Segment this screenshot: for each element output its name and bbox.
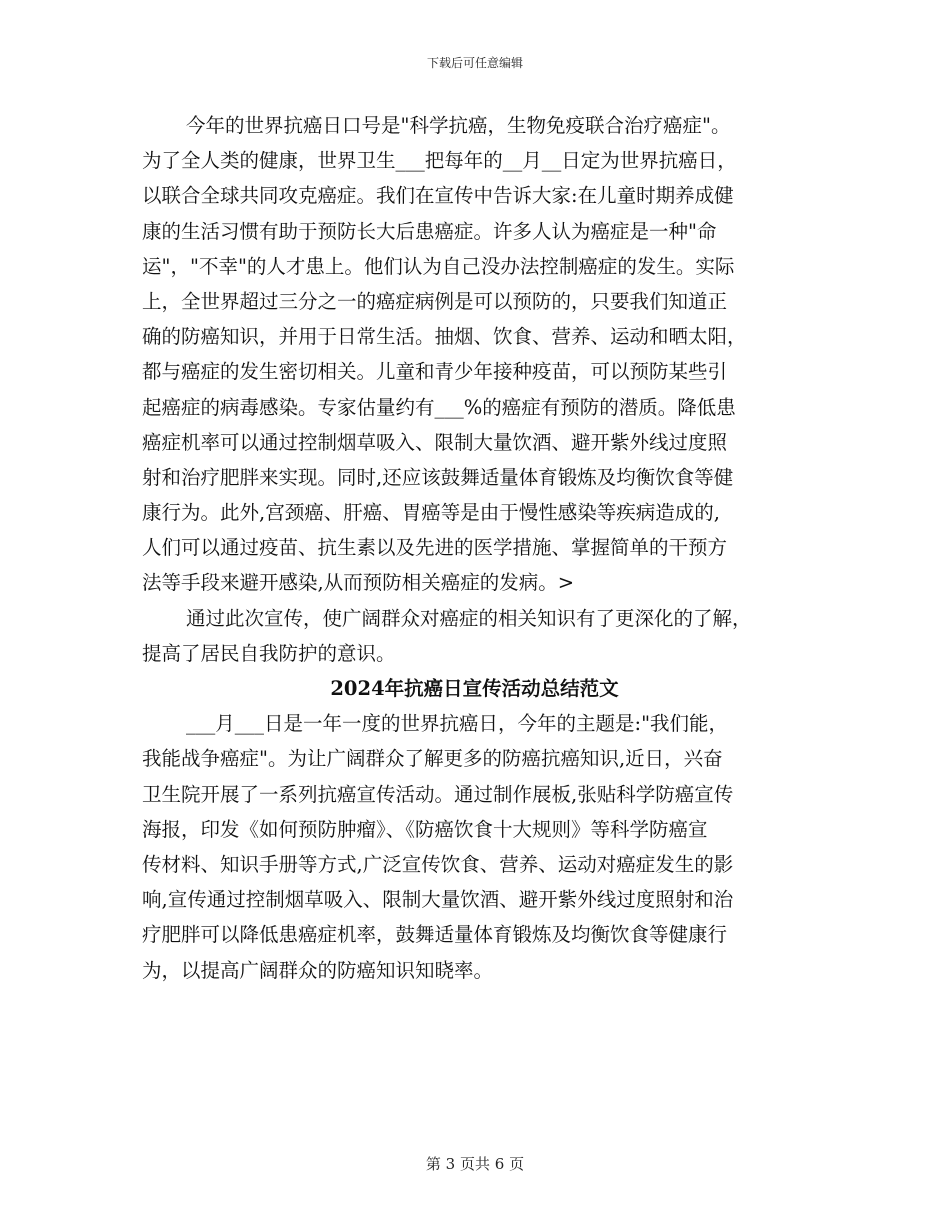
paragraph-line: 癌症机率可以通过控制烟草吸入、限制大量饮酒、避开紫外线过度照 — [142, 430, 728, 454]
paragraph-line: 人们可以通过疫苗、抗生素以及先进的医学措施、掌握简单的干预方 — [142, 536, 728, 560]
paragraph-line: 响,宣传通过控制烟草吸入、限制大量饮酒、避开紫外线过度照射和治 — [142, 888, 734, 912]
paragraph-line: 以联合全球共同攻克癌症。我们在宣传中告诉大家:在儿童时期养成健 — [142, 184, 734, 208]
paragraph-line: 卫生院开展了一系列抗癌宣传活动。通过制作展板,张贴科学防癌宣传 — [142, 782, 734, 806]
paragraph-line: 疗肥胖可以降低患癌症机率，鼓舞适量体育锻炼及均衡饮食等健康行 — [142, 923, 728, 947]
paragraph-line: 都与癌症的发生密切相关。儿童和青少年接种疫苗，可以预防某些引 — [142, 360, 728, 384]
document-body — [142, 108, 807, 988]
page-header: 下载后可任意编辑 — [426, 56, 523, 70]
paragraph-summary — [142, 706, 807, 988]
paragraph-line: 今年的世界抗癌日口号是"科学抗癌，生物免疫联合治疗癌症"。 — [186, 114, 731, 137]
paragraph-line: ___月___日是一年一度的世界抗癌日，今年的主题是:"我们能， — [186, 712, 729, 736]
paragraph-line: 射和治疗肥胖来实现。同时,还应该鼓舞适量体育锻炼及均衡饮食等健 — [142, 465, 734, 489]
paragraph-line: 传材料、知识手册等方式,广泛宣传饮食、营养、运动对癌症发生的影 — [142, 852, 734, 876]
paragraph-line: 海报，印发《如何预防肿瘤》、《防癌饮食十大规则》等科学防癌宣 — [142, 817, 708, 841]
paragraph-line: 上，全世界超过三分之一的癌症病例是可以预防的，只要我们知道正 — [142, 289, 728, 313]
paragraph-line: 康行为。此外,宫颈癌、肝癌、胃癌等是由于慢性感染等疾病造成的, — [142, 501, 720, 525]
paragraph-line: 康的生活习惯有助于预防长大后患癌症。许多人认为癌症是一种"命 — [142, 219, 717, 243]
paragraph-line: 起癌症的病毒感染。专家估量约有___%的癌症有预防的潜质。降低患 — [142, 395, 736, 419]
paragraph-line: 通过此次宣传，使广阔群众对癌症的相关知识有了更深化的了解， — [186, 606, 752, 630]
paragraph-line: 为了全人类的健康，世界卫生___把每年的__月__日定为世界抗癌日， — [142, 149, 737, 173]
paragraph-line: 提高了居民自我防护的意识。 — [142, 641, 396, 665]
paragraph-line: 法等手段来避开感染,从而预防相关癌症的发病。> — [142, 571, 575, 595]
section-title: 2024年抗癌日宣传活动总结范文 — [330, 677, 619, 700]
paragraph-line: 我能战争癌症"。为让广阔群众了解更多的防癌抗癌知识,近日，兴奋 — [142, 747, 723, 771]
paragraph-line: 为，以提高广阔群众的防癌知识知晓率。 — [142, 958, 494, 982]
page-number: 第 3 页共 6 页 — [425, 1155, 525, 1173]
paragraph-slogan — [142, 108, 807, 601]
paragraph-conclusion — [142, 601, 807, 671]
paragraph-line: 运"，"不幸"的人才患上。他们认为自己没办法控制癌症的发生。实际 — [142, 254, 735, 278]
paragraph-line: 确的防癌知识，并用于日常生活。抽烟、饮食、营养、运动和晒太阳， — [142, 325, 747, 349]
